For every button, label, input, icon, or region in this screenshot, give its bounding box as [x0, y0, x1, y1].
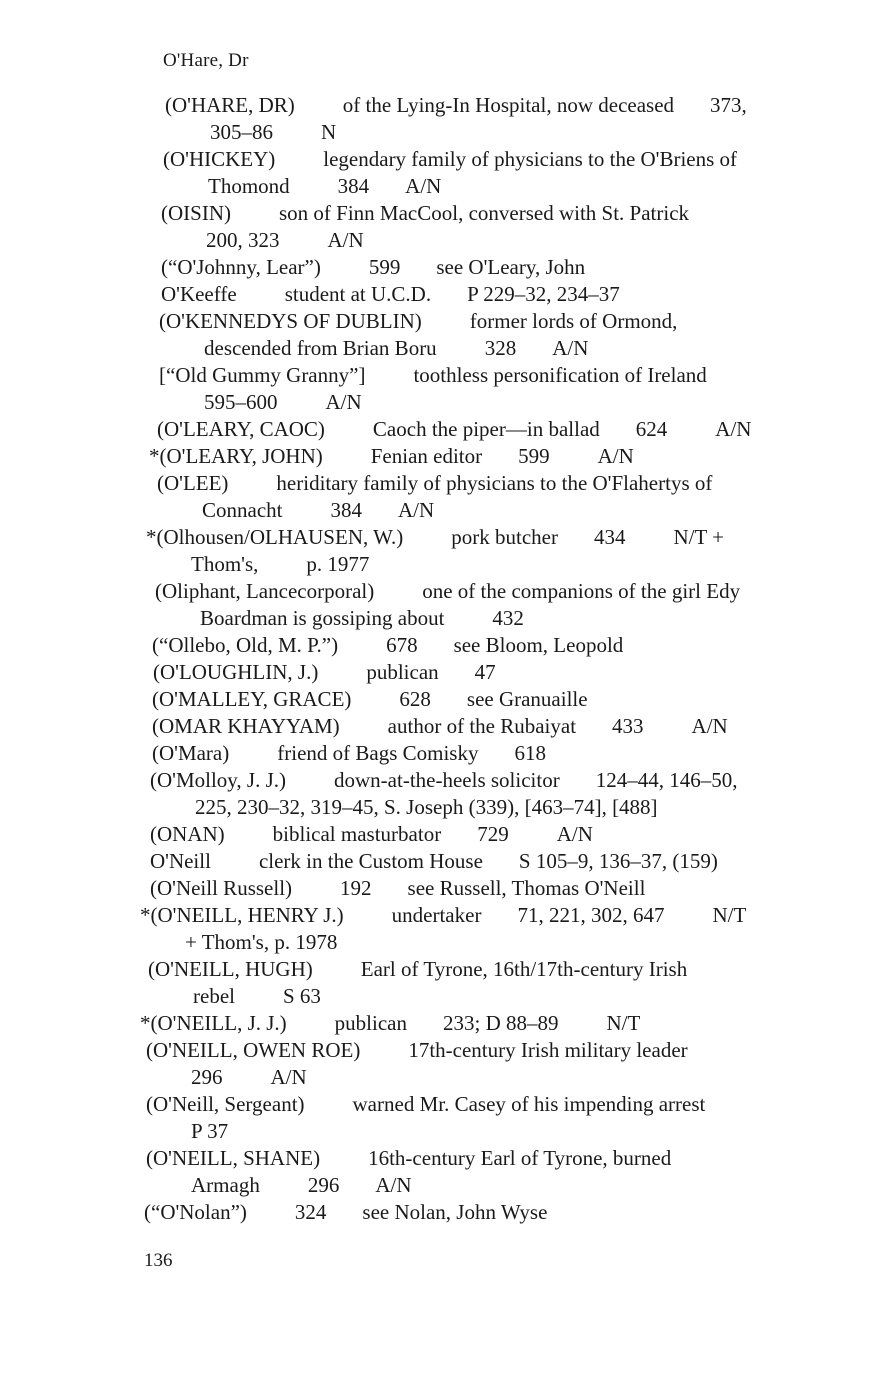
entry-first-line: [150, 875, 852, 902]
entry-field: 16th-century Earl of Tyrone, burned: [368, 1146, 672, 1170]
entry-field: one of the companions of the girl Edy: [422, 579, 741, 603]
index-entry: [150, 821, 852, 848]
entry-first-line: [140, 1010, 852, 1037]
index-entry: [159, 362, 852, 416]
entry-headword: (O'Mara): [152, 741, 230, 765]
entry-headword: (O'NEILL, OWEN ROE): [146, 1038, 361, 1062]
entry-field: 618: [514, 741, 546, 765]
entry-field: S 105–9, 136–37, (159): [518, 849, 718, 873]
entry-field: N/T: [712, 903, 747, 927]
entry-continuation-line: [146, 551, 852, 578]
index-entry: [150, 848, 852, 875]
page-number: 136: [144, 1250, 173, 1271]
entry-field: N/T +: [673, 525, 725, 549]
entry-first-line: [152, 632, 852, 659]
entry-field: descended from Brian Boru: [204, 336, 437, 360]
entry-field: A/N: [405, 174, 442, 198]
index-entry: [161, 254, 852, 281]
entry-first-line: [152, 686, 852, 713]
entry-field: Thomond: [208, 174, 290, 198]
entry-first-line: [146, 1145, 852, 1172]
entry-first-line: [159, 308, 852, 335]
entry-first-line: [165, 92, 852, 119]
entry-field: 328: [484, 336, 517, 360]
entry-first-line: [150, 848, 852, 875]
entry-field: 192: [340, 876, 372, 900]
entry-first-line: [146, 1091, 852, 1118]
entry-field: heriditary family of physicians to the O'Flahertys of: [276, 471, 713, 495]
entry-continuation-line: [155, 605, 852, 632]
entry-headword: (O'LEARY, CAOC): [157, 417, 325, 441]
entry-field: 624: [635, 417, 668, 441]
entry-field: p. 1977: [306, 552, 370, 576]
entry-headword: (O'HARE, DR): [165, 93, 295, 117]
entry-headword: (O'LEE): [157, 471, 229, 495]
entry-field: 296: [191, 1065, 223, 1089]
entry-field: student at U.C.D.: [284, 282, 432, 306]
entry-field: son of Finn MacCool, conversed with St. Patrick: [278, 201, 690, 225]
entry-headword: (O'Neill, Sergeant): [146, 1092, 305, 1116]
entry-headword: (O'LOUGHLIN, J.): [153, 660, 319, 684]
entry-headword: *(Olhousen/OLHAUSEN, W.): [146, 525, 404, 549]
entry-first-line: [161, 281, 852, 308]
entry-field: former lords of Ormond,: [469, 309, 678, 333]
entry-field: A/N: [270, 1065, 307, 1089]
entry-field: biblical masturbator: [272, 822, 442, 846]
entry-field: 324: [294, 1200, 327, 1224]
entry-first-line: [140, 902, 852, 929]
entry-first-line: [144, 1199, 852, 1226]
entry-continuation-line: [146, 1118, 852, 1145]
entry-field: A/N: [715, 417, 752, 441]
entry-field: see O'Leary, John: [436, 255, 586, 279]
entry-continuation-line: [165, 119, 852, 146]
entry-field: 305–86: [210, 120, 273, 144]
entry-field: Boardman is gossiping about: [200, 606, 445, 630]
entry-field: 233; D 88–89: [442, 1011, 559, 1035]
entry-field: A/N: [556, 822, 593, 846]
entry-field: 17th-century Irish military leader: [408, 1038, 688, 1062]
entry-field: pork butcher: [451, 525, 558, 549]
entry-field: 434: [593, 525, 626, 549]
index-entry: [159, 308, 852, 362]
entry-field: 595–600: [204, 390, 278, 414]
entry-field: 729: [477, 822, 509, 846]
entry-field: A/N: [397, 498, 435, 522]
index-entry: [152, 632, 852, 659]
entry-field: 599: [518, 444, 550, 468]
index-entry: [161, 200, 852, 254]
index-entry: [155, 578, 852, 632]
entry-headword: (O'KENNEDYS OF DUBLIN): [159, 309, 422, 333]
entry-field: Earl of Tyrone, 16th/17th-century Irish: [360, 957, 688, 981]
entry-headword: (O'NEILL, SHANE): [146, 1146, 321, 1170]
index-entry: [163, 146, 852, 200]
entry-first-line: [146, 524, 852, 551]
entry-continuation-line: [163, 173, 852, 200]
entry-field: 384: [337, 174, 370, 198]
entry-field: toothless personification of Ireland: [413, 363, 707, 387]
entry-field: 225, 230–32, 319–45, S. Joseph (339), [463–74], [488]: [195, 795, 658, 819]
entry-first-line: [159, 362, 852, 389]
entry-field: 373,: [710, 93, 747, 117]
entry-headword: (“O'Johnny, Lear”): [161, 255, 321, 279]
entry-headword: (OISIN): [161, 201, 231, 225]
entry-field: 124–44, 146–50,: [595, 768, 738, 792]
entry-field: P 229–32, 234–37: [467, 282, 620, 306]
entry-headword: *(O'LEARY, JOHN): [149, 444, 323, 468]
entry-field: rebel: [193, 984, 235, 1008]
index-entry: [146, 1037, 852, 1091]
entry-headword: [“Old Gummy Granny”]: [159, 363, 366, 387]
entry-field: 296: [307, 1173, 340, 1197]
entry-field: warned Mr. Casey of his impending arrest: [352, 1092, 706, 1116]
entry-headword: (O'Neill Russell): [150, 876, 293, 900]
entry-field: A/N: [552, 336, 589, 360]
entry-field: see Bloom, Leopold: [453, 633, 624, 657]
entry-continuation-line: [148, 983, 852, 1010]
entry-field: 433: [612, 714, 644, 738]
entry-first-line: [148, 956, 852, 983]
entry-headword: (“O'Nolan”): [144, 1200, 247, 1224]
entry-continuation-line: [150, 794, 852, 821]
entry-headword: (“Ollebo, Old, M. P.”): [152, 633, 339, 657]
entry-continuation-line: [157, 497, 852, 524]
entry-field: 47: [474, 660, 496, 684]
entry-first-line: [161, 200, 852, 227]
entry-continuation-line: [161, 227, 852, 254]
index-entry: [152, 740, 852, 767]
index-entry: [148, 956, 852, 1010]
index-entry: [152, 713, 852, 740]
entry-field: legendary family of physicians to the O'Briens of: [323, 147, 738, 171]
entry-field: + Thom's, p. 1978: [185, 930, 338, 954]
entry-first-line: [152, 713, 852, 740]
entry-field: Armagh: [191, 1173, 260, 1197]
entry-field: clerk in the Custom House: [258, 849, 483, 873]
entry-field: see Russell, Thomas O'Neill: [407, 876, 646, 900]
entry-headword: (OMAR KHAYYAM): [152, 714, 340, 738]
entry-field: A/N: [325, 390, 362, 414]
entry-first-line: [146, 1037, 852, 1064]
entry-continuation-line: [146, 1064, 852, 1091]
index-entry: [157, 416, 852, 443]
index-entry: [146, 1145, 852, 1199]
entry-headword: O'Neill: [150, 849, 211, 873]
entry-field: author of the Rubaiyat: [387, 714, 577, 738]
entry-headword: O'Keeffe: [161, 282, 237, 306]
entry-first-line: [149, 443, 852, 470]
index-entry: [150, 875, 852, 902]
entry-field: Caoch the piper—in ballad: [372, 417, 600, 441]
entry-headword: (O'MALLEY, GRACE): [152, 687, 352, 711]
entry-field: see Nolan, John Wyse: [362, 1200, 548, 1224]
entry-field: 384: [330, 498, 362, 522]
index-entry: [146, 1091, 852, 1145]
entry-continuation-line: [146, 1172, 852, 1199]
entry-headword: (O'HICKEY): [163, 147, 276, 171]
entry-headword: *(O'NEILL, HENRY J.): [140, 903, 344, 927]
index-entry: [165, 92, 852, 146]
entry-field: undertaker: [391, 903, 482, 927]
entry-field: A/N: [597, 444, 634, 468]
entry-field: friend of Bags Comisky: [277, 741, 479, 765]
entry-continuation-line: [140, 929, 852, 956]
index-entry: [146, 524, 852, 578]
entry-field: 200, 323: [206, 228, 280, 252]
entry-headword: (Oliphant, Lancecorporal): [155, 579, 375, 603]
index-entry: [157, 470, 852, 524]
entry-field: 678: [386, 633, 418, 657]
index-entry: [153, 659, 852, 686]
entry-field: A/N: [691, 714, 728, 738]
entry-first-line: [157, 470, 852, 497]
running-head: O'Hare, Dr: [163, 50, 249, 71]
entry-field: of the Lying-In Hospital, now deceased: [342, 93, 675, 117]
entry-first-line: [155, 578, 852, 605]
entry-field: Connacht: [202, 498, 283, 522]
entry-field: 432: [492, 606, 524, 630]
index-entry: [161, 281, 852, 308]
entry-continuation-line: [159, 389, 852, 416]
entry-headword: (O'NEILL, HUGH): [148, 957, 313, 981]
entry-field: A/N: [327, 228, 364, 252]
index-entries: [140, 92, 852, 1226]
entry-field: 628: [399, 687, 431, 711]
entry-field: N: [321, 120, 337, 144]
entry-first-line: [152, 740, 852, 767]
entry-field: S 63: [282, 984, 321, 1008]
entry-first-line: [157, 416, 852, 443]
index-entry: [140, 1010, 852, 1037]
entry-field: publican: [366, 660, 439, 684]
entry-headword: (O'Molloy, J. J.): [150, 768, 287, 792]
index-entry: [140, 902, 852, 956]
entry-field: N/T: [606, 1011, 641, 1035]
entry-first-line: [161, 254, 852, 281]
entry-continuation-line: [159, 335, 852, 362]
entry-field: 71, 221, 302, 647: [517, 903, 665, 927]
entry-field: 599: [368, 255, 401, 279]
entry-field: see Granuaille: [466, 687, 588, 711]
entry-first-line: [150, 767, 852, 794]
entry-first-line: [150, 821, 852, 848]
entry-field: P 37: [191, 1119, 229, 1143]
entry-first-line: [153, 659, 852, 686]
entry-field: Fenian editor: [370, 444, 483, 468]
index-entry: [149, 443, 852, 470]
entry-field: publican: [334, 1011, 407, 1035]
entry-headword: *(O'NEILL, J. J.): [140, 1011, 287, 1035]
entry-headword: (ONAN): [150, 822, 225, 846]
index-entry: [144, 1199, 852, 1226]
entry-field: A/N: [375, 1173, 412, 1197]
entry-field: down-at-the-heels solicitor: [334, 768, 560, 792]
entry-first-line: [163, 146, 852, 173]
entry-field: Thom's,: [191, 552, 259, 576]
index-entry: [150, 767, 852, 821]
index-entry: [152, 686, 852, 713]
